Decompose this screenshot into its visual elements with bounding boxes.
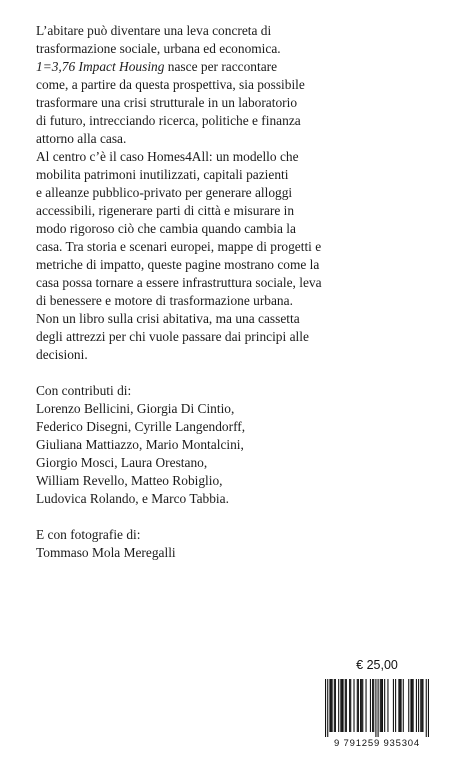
barcode-bar	[329, 679, 330, 732]
barcode-bar	[399, 679, 400, 732]
text-line: casa possa tornare a essere infrastruttura sociale, leva	[36, 275, 322, 290]
barcode-bar	[341, 679, 342, 732]
barcode-bar	[428, 679, 429, 737]
text-line	[36, 58, 366, 76]
barcode-bar	[384, 679, 385, 732]
barcode-bar	[418, 679, 419, 732]
barcode-bar	[375, 679, 376, 737]
text-line: casa. Tra storia e scenari europei, mappe di progetti e	[36, 239, 322, 254]
contributor-line: Ludovica Rolando, e Marco Tabbia.	[36, 491, 229, 506]
barcode-bar	[332, 679, 333, 732]
barcode-bar	[398, 679, 399, 732]
text-line: trasformazione sociale, urbana ed economica.	[36, 41, 281, 56]
text-line: decisioni.	[36, 347, 88, 362]
barcode-bar	[366, 679, 367, 732]
price-label: € 25,00	[356, 658, 398, 672]
contributor-line: Lorenzo Bellicini, Giorgia Di Cintio,	[36, 401, 235, 416]
contributor-line: Giorgio Mosci, Laura Orestano,	[36, 455, 208, 470]
barcode-bar	[349, 679, 350, 732]
text-line: di futuro, intrecciando ricerca, politiche e finanza	[36, 113, 301, 128]
text-line: trasformare una crisi strutturale in un laboratorio	[36, 95, 298, 110]
barcode-bar	[357, 679, 358, 732]
barcode-bar	[381, 679, 382, 732]
barcode-digits: 9 791259 935304	[334, 738, 420, 749]
barcode-bar	[361, 679, 362, 732]
barcode-bar	[372, 679, 373, 732]
contributors-section	[36, 382, 366, 508]
barcode-bar	[343, 679, 344, 732]
text-line: Non un libro sulla crisi abitativa, ma una cassetta	[36, 311, 300, 326]
barcode-bar	[382, 679, 383, 732]
description-paragraph-2	[36, 148, 366, 364]
text-line: accessibili, rigenerare parti di città e misurare in	[36, 203, 295, 218]
text-line: e alleanze pubblico-privato per generare alloggi	[36, 185, 293, 200]
barcode-bar	[403, 679, 404, 732]
text-line: di benessere e motore di trasformazione urbana.	[36, 293, 293, 308]
barcode-bar	[340, 679, 341, 732]
barcode-bar	[421, 679, 422, 732]
contributor-line: Giuliana Mattiazzo, Mario Montalcini,	[36, 437, 244, 452]
contributors-heading: Con contributi di:	[36, 383, 132, 398]
book-title: 1=3,76 Impact Housing	[36, 59, 165, 74]
text-line: attorno alla casa.	[36, 131, 127, 146]
isbn-barcode	[321, 679, 433, 751]
barcode-bar	[410, 679, 411, 732]
barcode-bar	[411, 679, 412, 732]
text-line: L’abitare può diventare una leva concreta di	[36, 23, 272, 38]
barcode-bar	[426, 679, 427, 737]
barcode-bar	[378, 679, 379, 737]
text-line: mobilita patrimoni inutilizzati, capitali pazienti	[36, 167, 289, 182]
barcode-bar	[370, 679, 371, 732]
spacer	[36, 364, 366, 382]
barcode-bar	[325, 679, 326, 737]
photographs-heading: E con fotografie di:	[36, 527, 141, 542]
barcode-bar	[395, 679, 396, 732]
barcode-bar	[338, 679, 339, 732]
barcode-bar	[380, 679, 381, 732]
contributor-line: Federico Disegni, Cyrille Langendorff,	[36, 419, 246, 434]
barcode-bar	[413, 679, 414, 732]
barcode-bar	[416, 679, 417, 732]
text-line: come, a partire da questa prospettiva, sia possibile	[36, 77, 305, 92]
description-paragraph-1	[36, 22, 366, 148]
barcode-bar	[327, 679, 328, 737]
photographer-name: Tommaso Mola Meregalli	[36, 545, 176, 560]
barcode-bar	[334, 679, 335, 732]
barcode-bar	[408, 679, 409, 732]
text-line: metriche di impatto, queste pagine mostrano come la	[36, 257, 320, 272]
barcode-bar	[350, 679, 351, 732]
contributor-line: William Revello, Matteo Robiglio,	[36, 473, 223, 488]
barcode-bar	[353, 679, 354, 732]
photographs-section	[36, 526, 366, 562]
barcode-bar	[358, 679, 359, 732]
barcode-bar	[401, 679, 402, 732]
barcode-bar	[393, 679, 394, 732]
text-line: modo rigoroso ciò che cambia quando cambia la	[36, 221, 296, 236]
barcode-bars	[325, 679, 429, 737]
barcode-bar	[387, 679, 388, 732]
text-line: Al centro c’è il caso Homes4All: un modello che	[36, 149, 299, 164]
back-cover-text	[36, 22, 366, 562]
spacer	[36, 508, 366, 526]
text-fragment: nasce per raccontare	[164, 59, 278, 74]
barcode-bar	[360, 679, 361, 732]
barcode-bar	[373, 679, 374, 732]
barcode-bar	[330, 679, 331, 732]
barcode-bar	[362, 679, 363, 732]
barcode-bar	[345, 679, 346, 732]
barcode-bar	[335, 679, 336, 732]
text-line: degli attrezzi per chi vuole passare dai principi alle	[36, 329, 309, 344]
barcode-bar	[422, 679, 423, 732]
barcode-bar	[346, 679, 347, 732]
barcode-bar	[420, 679, 421, 732]
